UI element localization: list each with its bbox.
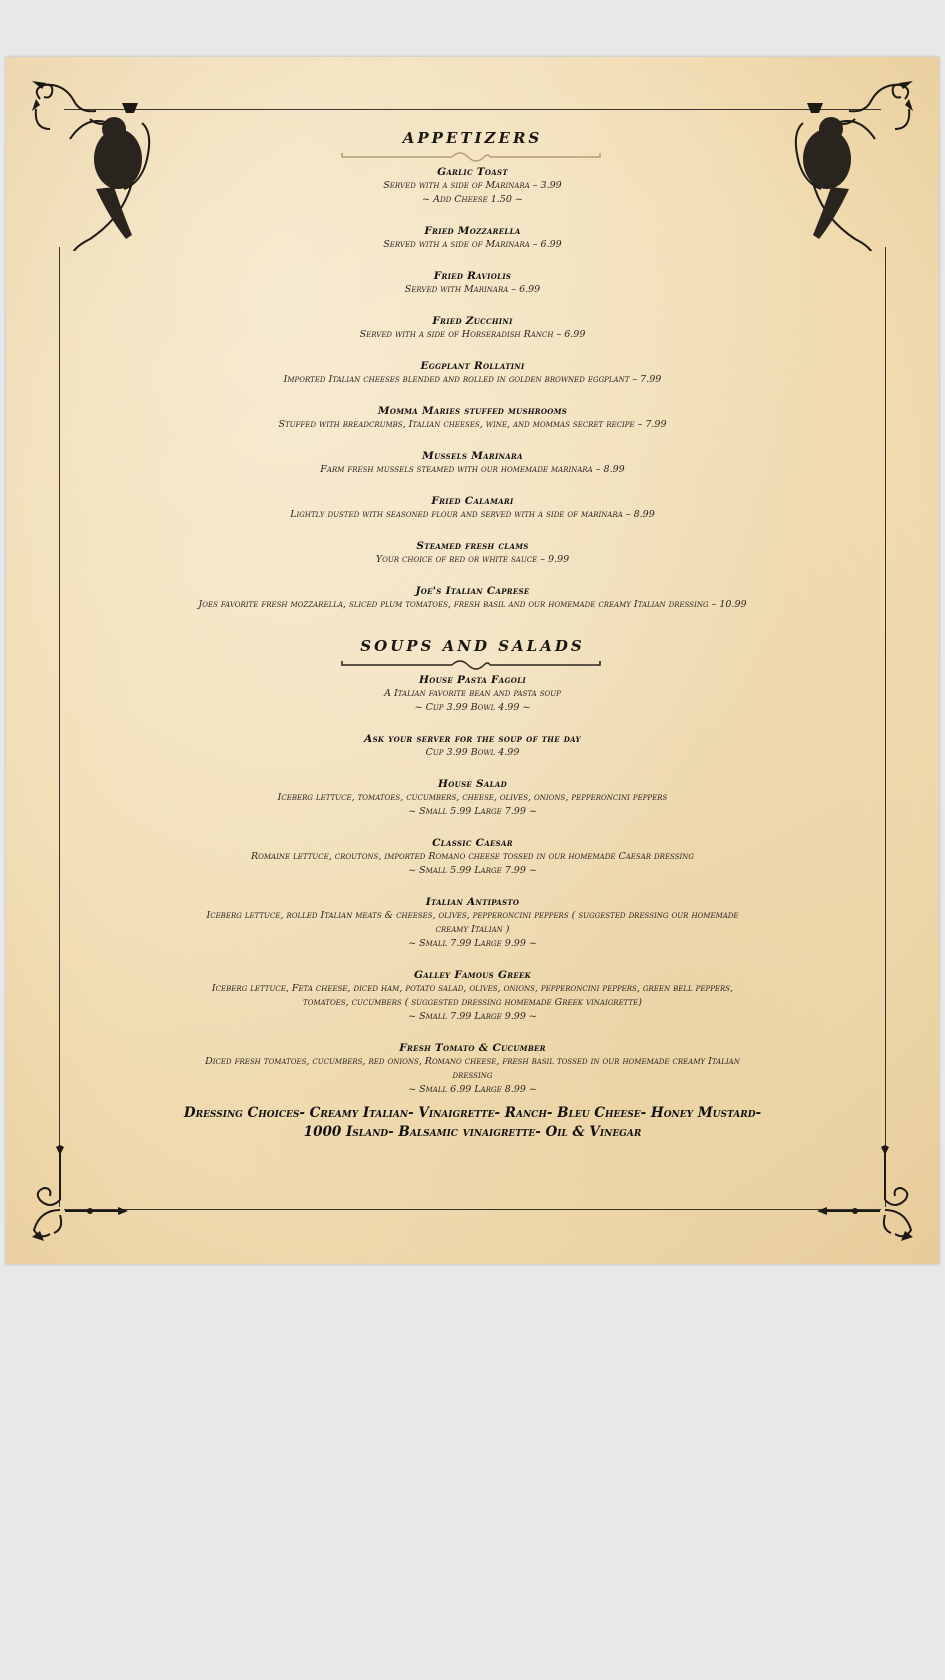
item-description: Stuffed with breadcrumbs, Italian cheeses, wine, and mommas secret recipe – 7.99 [278, 419, 667, 430]
frame-border-top [64, 109, 881, 110]
item-name: Galley Famous Greek [413, 969, 532, 981]
item-name: Mussels Marinara [422, 450, 523, 462]
item-description: Iceberg lettuce, tomatoes, cucumbers, cheese, olives, onions, pepperoncini peppers [277, 792, 668, 803]
frame-border-bottom [64, 1209, 881, 1210]
item-name: Joe's Italian Caprese [415, 585, 530, 597]
item-description: Served with a side of Marinara – 3.99 [383, 180, 562, 191]
menu-item [6, 584, 939, 612]
item-name: Eggplant Rollatini [420, 360, 525, 372]
dressing-choices [66, 1104, 879, 1142]
item-name: Fried Raviolis [433, 270, 512, 282]
menu-item [6, 777, 939, 819]
menu-item [6, 539, 939, 567]
menu-item [6, 494, 939, 522]
item-description: Served with a side of Marinara – 6.99 [383, 239, 562, 250]
item-name: Garlic Toast [437, 166, 508, 178]
item-name: Fresh Tomato & Cucumber [399, 1042, 546, 1054]
item-description: Farm fresh mussels steamed with our homemade marinara – 8.99 [320, 464, 625, 475]
item-name: Italian Antipasto [425, 896, 520, 908]
item-description: Your choice of red or white sauce – 9.99 [375, 554, 570, 565]
menu-item [6, 359, 939, 387]
menu-item [6, 269, 939, 297]
section-divider-icon [340, 149, 602, 165]
item-description-cont: creamy Italian ) [435, 924, 510, 935]
dressing-line-2: 1000 Island- Balsamic vinaigrette- Oil & Vinegar [303, 1124, 642, 1140]
menu-item [6, 673, 939, 715]
flourish-ornament-bottom-right-icon [815, 1145, 915, 1245]
item-price-line: ~ Small 7.99 Large 9.99 ~ [408, 938, 537, 949]
item-price-line: ~ Small 6.99 Large 8.99 ~ [408, 1084, 537, 1095]
item-description: Iceberg lettuce, Feta cheese, diced ham, potato salad, olives, onions, pepperoncini peppers, green bell peppers, [211, 983, 734, 994]
menu-item [6, 224, 939, 252]
menu-item [6, 968, 939, 1024]
menu-item [6, 314, 939, 342]
item-price-line: Cup 3.99 Bowl 4.99 [425, 747, 520, 758]
item-description: Served with Marinara – 6.99 [404, 284, 541, 295]
item-name: Fried Mozzarella [424, 225, 521, 237]
item-description: Joes favorite fresh mozzarella, sliced plum tomatoes, fresh basil and our homemade creamy Italian dressing – 10.99 [198, 599, 747, 610]
menu-item [6, 1041, 939, 1097]
item-name: Fried Calamari [431, 495, 514, 507]
item-name: Fried Zucchini [432, 315, 513, 327]
item-name: House Pasta Fagoli [418, 674, 527, 686]
item-price-line: ~ Small 5.99 Large 7.99 ~ [408, 865, 537, 876]
item-description: Lightly dusted with seasoned flour and served with a side of marinara – 8.99 [290, 509, 655, 520]
appetizers-heading: APPETIZERS [402, 129, 543, 147]
item-description: Romaine lettuce, croutons, imported Romano cheese tossed in our homemade Caesar dressing [251, 851, 694, 862]
item-name: Ask your server for the soup of the day [364, 733, 581, 745]
item-description: Iceberg lettuce, rolled Italian meats & cheeses, olives, pepperoncini peppers ( suggested dressing our homemade [206, 910, 739, 921]
menu-item [6, 895, 939, 951]
menu-item [6, 165, 939, 207]
dressing-line-1: Dressing Choices- Creamy Italian- Vinaigrette- Ranch- Bleu Cheese- Honey Mustard- [183, 1105, 762, 1121]
item-price-line: ~ Small 5.99 Large 7.99 ~ [408, 806, 537, 817]
item-name: Momma Maries stuffed mushrooms [377, 405, 568, 417]
item-price-line: ~ Add Cheese 1.50 ~ [422, 194, 523, 205]
item-description-cont: tomatoes, cucumbers ( suggested dressing homemade Greek vinaigrette) [303, 997, 642, 1008]
item-description: Imported Italian cheeses blended and rolled in golden browned eggplant – 7.99 [283, 374, 662, 385]
item-name: House Salad [438, 778, 507, 790]
menu-item [6, 404, 939, 432]
item-description: Served with a side of Horseradish Ranch – 6.99 [359, 329, 586, 340]
section-divider-icon [340, 657, 602, 673]
item-name: Steamed fresh clams [416, 540, 529, 552]
item-description: Diced fresh tomatoes, cucumbers, red onions, Romano cheese, fresh basil tossed in our homemade creamy Italian [205, 1056, 740, 1067]
item-description: A Italian favorite bean and pasta soup [384, 688, 561, 699]
menu-item [6, 836, 939, 878]
item-price-line: ~ Small 7.99 Large 9.99 ~ [408, 1011, 537, 1022]
item-description-cont: dressing [452, 1070, 493, 1081]
menu-item [6, 732, 939, 760]
menu-item [6, 449, 939, 477]
menu-page [6, 57, 939, 1264]
item-price-line: ~ Cup 3.99 Bowl 4.99 ~ [414, 702, 531, 713]
flourish-ornament-bottom-left-icon [30, 1145, 130, 1245]
item-name: Classic Caesar [432, 837, 513, 849]
soups-salads-heading: SOUPS AND SALADS [360, 637, 585, 655]
